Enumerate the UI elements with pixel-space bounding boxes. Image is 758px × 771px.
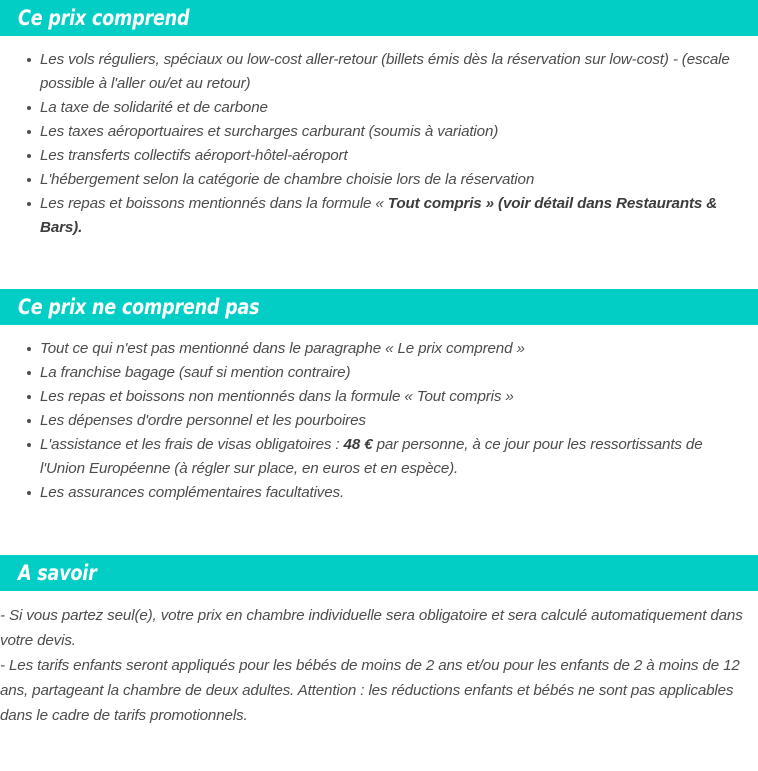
list-item-text: Les vols réguliers, spéciaux ou low-cost aller-retour (billets émis dès la réservation sur low-cost) - (escale possible à l'aller ou/et au retour): [40, 51, 730, 92]
list-item: [0, 48, 748, 96]
list-item: [0, 409, 748, 433]
section-body-ce-prix-comprend: [0, 36, 758, 240]
list-item-text: Les repas et boissons mentionnés dans la formule «: [40, 195, 388, 212]
section-body-a-savoir: [0, 591, 758, 728]
list-item-text: Tout ce qui n'est pas mentionné dans le paragraphe « Le prix comprend »: [40, 340, 525, 357]
list-item: [0, 120, 748, 144]
note-paragraph: - Les tarifs enfants seront appliqués pour les bébés de moins de 2 ans et/ou pour les enfants de 2 à moins de 12 ans, partageant la chambre de deux adultes. Attention : les réductions enfants et bébés ne sont pas applicables dans le cadre de tarifs promotionnels.: [0, 657, 740, 724]
list-item-text: Les transferts collectifs aéroport-hôtel-aéroport: [40, 147, 348, 164]
list-item: [0, 168, 748, 192]
list-item: [0, 337, 748, 361]
list-item: [0, 96, 748, 120]
list-item: [0, 481, 748, 505]
section-body-ce-prix-ne-comprend-pas: [0, 325, 758, 505]
list-item: [0, 361, 748, 385]
inclusions-list: [0, 48, 748, 240]
list-item-text: Les dépenses d'ordre personnel et les pourboires: [40, 412, 366, 429]
list-item-emphasis: Tout compris » (voir détail dans Restaurants & Bars).: [40, 195, 718, 236]
note-paragraph: - Si vous partez seul(e), votre prix en chambre individuelle sera obligatoire et sera calculé automatiquement dans votre devis.: [0, 607, 743, 649]
section-header-a-savoir: [0, 555, 758, 591]
list-item-text: Les repas et boissons non mentionnés dans la formule « Tout compris »: [40, 388, 514, 405]
section-header-ce-prix-ne-comprend-pas: [0, 289, 758, 325]
notes-container: [0, 603, 748, 728]
list-item-text: L'assistance et les frais de visas obligatoires :: [40, 436, 344, 453]
list-item-text: par personne, à ce jour pour les ressortissants de l'Union Européenne (à régler sur place, en euros et en espèce).: [40, 436, 703, 477]
section-title: Ce prix ne comprend pas: [18, 294, 260, 319]
list-item-text: La franchise bagage (sauf si mention contraire): [40, 364, 351, 381]
list-item: [0, 433, 748, 481]
section-title: Ce prix comprend: [18, 5, 190, 30]
section-spacer: [0, 240, 758, 289]
list-item-text: La taxe de solidarité et de carbone: [40, 99, 268, 116]
list-item-emphasis: 48 €: [343, 436, 373, 453]
list-item-text: L'hébergement selon la catégorie de chambre choisie lors de la réservation: [40, 171, 535, 188]
exclusions-list: [0, 337, 748, 505]
list-item-text: Les taxes aéroportuaires et surcharges carburant (soumis à variation): [40, 123, 499, 140]
list-item-text: Les assurances complémentaires facultatives.: [40, 484, 345, 501]
list-item: [0, 385, 748, 409]
section-title: A savoir: [18, 560, 97, 585]
list-item: [0, 144, 748, 168]
section-header-ce-prix-comprend: [0, 0, 758, 36]
list-item: [0, 192, 748, 240]
section-spacer: [0, 505, 758, 555]
